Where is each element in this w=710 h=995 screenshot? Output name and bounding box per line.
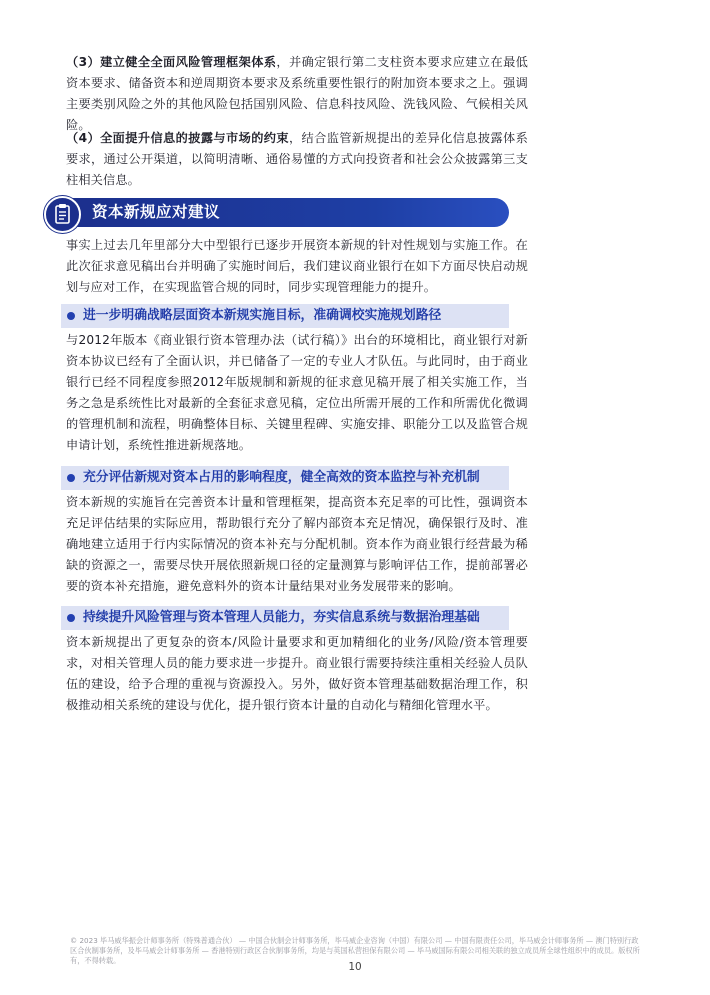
paragraph-lead: （4）全面提升信息的披露与市场的约束 <box>66 131 289 145</box>
clipboard-checklist-icon <box>44 196 81 233</box>
bullet-dot-icon <box>67 474 75 482</box>
subsection-body: 资本新规提出了更复杂的资本/风险计量要求和更加精细化的业务/风险/资本管理要求，对相关管理人员的能力要求进一步提升。商业银行需要持续注重相关经验人员队伍的建设，给予合理的重视与资源投入。另外，做好资本管理基础数据治理工作，积极推动相关系统的建设与优化，提升银行资本计量的自动化与精细化管理水平。 <box>66 635 528 712</box>
subsection-body: 资本新规的实施旨在完善资本计量和管理框架，提高资本充足率的可比性，强调资本充足评估结果的实际应用，帮助银行充分了解内部资本充足情况，确保银行及时、准确地建立适用于行内实际情况的资本补充与分配机制。资本作为商业银行经营最为稀缺的资源之一，需要尽快开展依照新规口径的定量测算与影响评估工作，提前部署必要的资本补充措施，避免意料外的资本计量结果对业务发展带来的影响。 <box>66 495 528 593</box>
subsection-heading-strategy <box>61 304 509 328</box>
bullet-dot-icon <box>67 614 75 622</box>
footer-legal-notice: © 2023 毕马威华振会计师事务所（特殊普通合伙） — 中国合伙制会计师事务所，毕马威企业咨询（中国）有限公司 — 中国有限责任公司，毕马威会计师事务所 — 澳门特别行政区合伙制事务所，及毕马威会计师事务所 — 香港特别行政区合伙制事务所，均是与英国私营担保有限公司 — 毕马威国际有限公司相关联的独立成员所全球性组织中的成员。版权所有，不得转载。 <box>70 936 640 965</box>
page-number: 10 <box>348 961 362 973</box>
subsection-title: 进一步明确战略层面资本新规实施目标，准确调校实施规划路径 <box>83 308 442 323</box>
subsection-title: 持续提升风险管理与资本管理人员能力，夯实信息系统与数据治理基础 <box>83 610 480 625</box>
section-intro: 事实上过去几年里部分大中型银行已逐步开展资本新规的针对性规划与实施工作。在此次征求意见稿出台并明确了实施时间后，我们建议商业银行在如下方面尽快启动规划与应对工作，在实现监管合规的同时，同步实现管理能力的提升。 <box>66 238 528 294</box>
paragraph-lead: （3）建立健全全面风险管理框架体系 <box>66 55 277 69</box>
section-title: 资本新规应对建议 <box>92 203 221 221</box>
subsection-title: 充分评估新规对资本占用的影响程度，健全高效的资本监控与补充机制 <box>83 470 480 485</box>
subsection-heading-capital-impact <box>61 466 509 490</box>
section-banner <box>44 196 509 229</box>
subsection-heading-capability <box>61 606 509 630</box>
subsection-body: 与2012年版本《商业银行资本管理办法（试行稿）》出台的环境相比，商业银行对新资本协议已经有了全面认识，并已储备了一定的专业人才队伍。与此同时，由于商业银行已经不同程度参照2012年版规制和新规的征求意见稿开展了相关实施工作，当务之急是系统性比对最新的全套征求意见稿，定位出所需开展的工作和所需优化微调的管理机制和流程，明确整体目标、关键里程碑、实施安排、职能分工以及监管合规申请计划，系统性推进新规落地。 <box>66 333 528 452</box>
paragraph-disclosure <box>66 128 528 191</box>
bullet-dot-icon <box>67 312 75 320</box>
paragraph-risk-framework <box>66 52 528 136</box>
paragraph-body: ，结合监管新规提出的差异化信息披露体系要求，通过公开渠道，以简明清晰、通俗易懂的方式向投资者和社会公众披露第三支柱相关信息。 <box>66 131 528 187</box>
paragraph-body: ，并确定银行第二支柱资本要求应建立在最低资本要求、储备资本和逆周期资本要求及系统重要性银行的附加资本要求之上。强调主要类别风险之外的其他风险包括国别风险、信息科技风险、洗钱风险、气候相关风险。 <box>66 55 529 132</box>
